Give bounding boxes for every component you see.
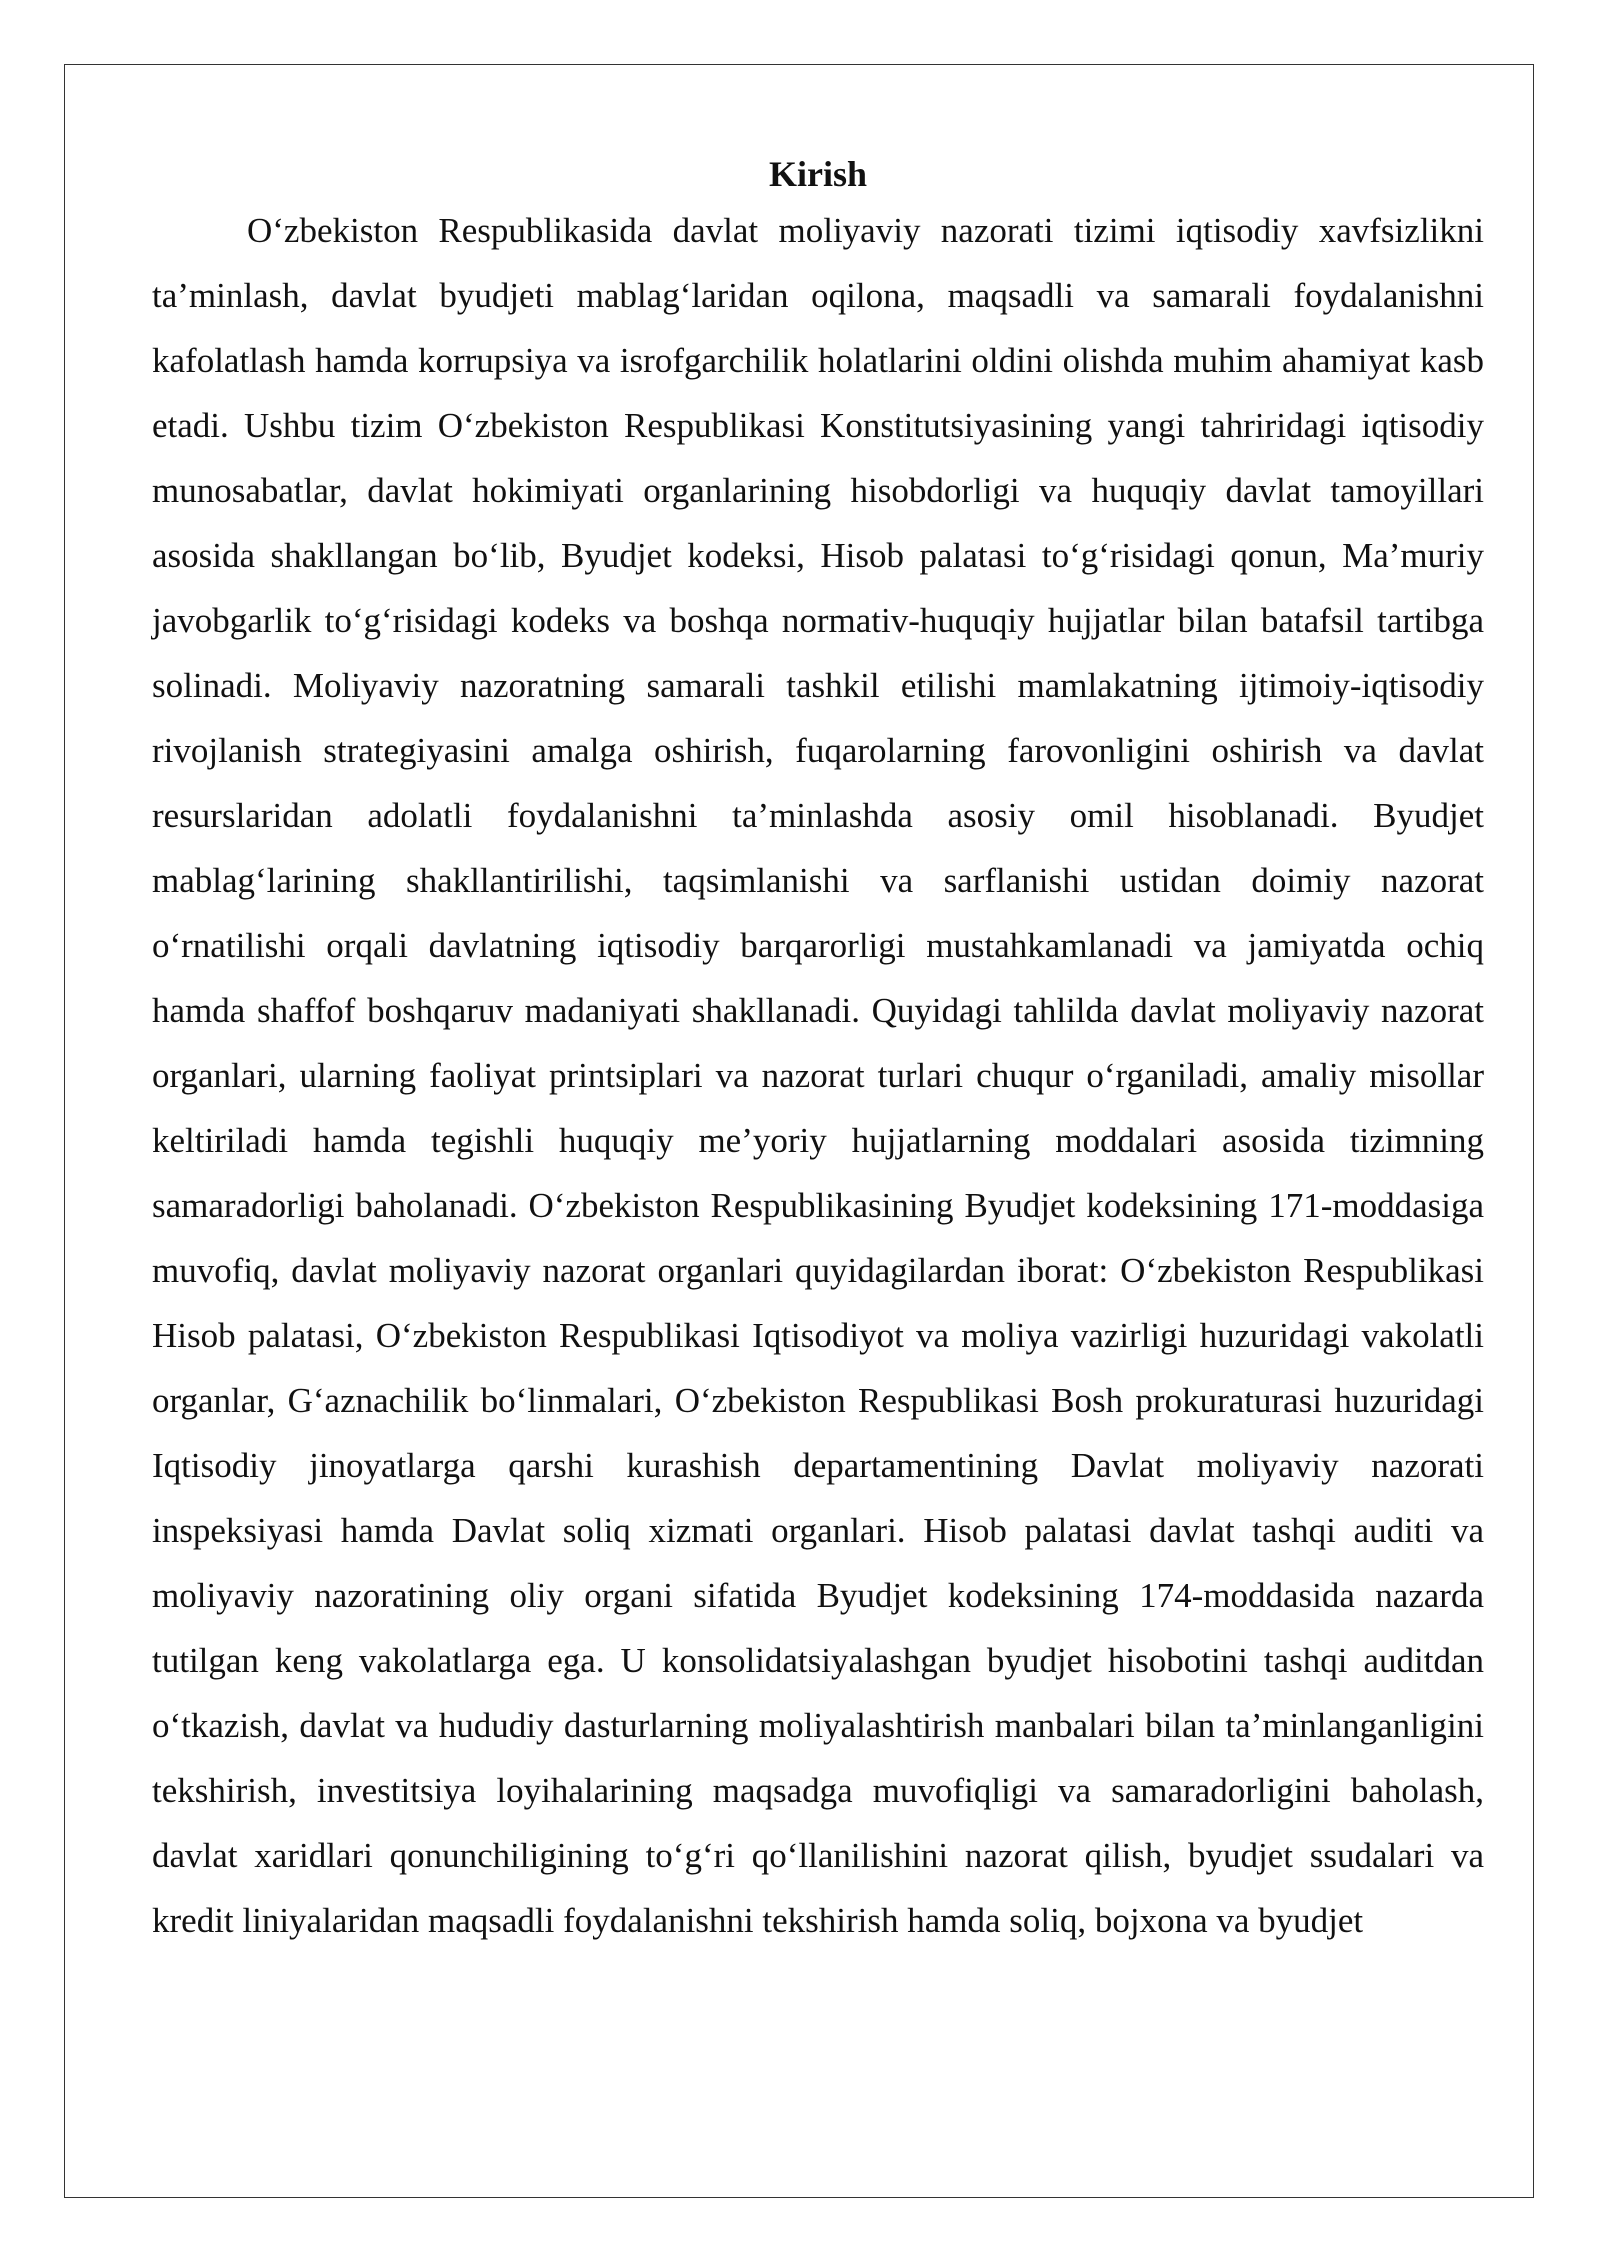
document-content [152, 150, 1484, 1953]
document-title: Kirish [768, 154, 867, 194]
body-paragraph: O‘zbekiston Respublikasida davlat moliyaviy nazorati tizimi iqtisodiy xavfsizlikni ta’minlash, davlat byudjeti mablag‘laridan oqilona, maqsadli va samarali foydalanishni kafolatlash hamda korrupsiya va isrofgarchilik holatlarini oldini olishda muhim ahamiyat kasb etadi. Ushbu tizim O‘zbekiston Respublikasi Konstitutsiyasining yangi tahriridagi iqtisodiy munosabatlar, davlat hokimiyati organlarining hisobdorligi va huquqiy davlat tamoyillari asosida shakllangan bo‘lib, Byudjet kodeksi, Hisob palatasi to‘g‘risidagi qonun, Ma’muriy javobgarlik to‘g‘risidagi kodeks va boshqa normativ-huquqiy hujjatlar bilan batafsil tartibga solinadi. Moliyaviy nazoratning samarali tashkil etilishi mamlakatning ijtimoiy-iqtisodiy rivojlanish strategiyasini amalga oshirish, fuqarolarning farovonligini oshirish va davlat resurslaridan adolatli foydalanishni ta’minlashda asosiy omil hisoblanadi. Byudjet mablag‘larining shakllantirilishi, taqsimlanishi va sarflanishi ustidan doimiy nazorat o‘rnatilishi orqali davlatning iqtisodiy barqarorligi mustahkamlanadi va jamiyatda ochiq hamda shaffof boshqaruv madaniyati shakllanadi. Quyidagi tahlilda davlat moliyaviy nazorat organlari, ularning faoliyat printsiplari va nazorat turlari chuqur o‘rganiladi, amaliy misollar keltiriladi hamda tegishli huquqiy me’yoriy hujjatlarning moddalari asosida tizimning samaradorligi baholanadi. O‘zbekiston Respublikasining Byudjet kodeksining 171-moddasiga muvofiq, davlat moliyaviy nazorat organlari quyidagilardan iborat: O‘zbekiston Respublikasi Hisob palatasi, O‘zbekiston Respublikasi Iqtisodiyot va moliya vazirligi huzuridagi vakolatli organlar, G‘aznachilik bo‘linmalari, O‘zbekiston Respublikasi Bosh prokuraturasi huzuridagi Iqtisodiy jinoyatlarga qarshi kurashish departamentining Davlat moliyaviy nazorati inspeksiyasi hamda Davlat soliq xizmati organlari. Hisob palatasi davlat tashqi auditi va moliyaviy nazoratining oliy organi sifatida Byudjet kodeksining 174-moddasida nazarda tutilgan keng vakolatlarga ega. U konsolidatsiyalashgan byudjet hisobotini tashqi auditdan o‘tkazish, davlat va hududiy dasturlarning moliyalashtirish manbalari bilan ta’minlanganligini tekshirish, investitsiya loyihalarining maqsadga muvofiqligi va samaradorligini baholash, davlat xaridlari qonunchiligining to‘g‘ri qo‘llanilishini nazorat qilish, byudjet ssudalari va kredit liniyalaridan maqsadli foydalanishni tekshirish hamda soliq, bojxona va byudjet [152, 211, 1484, 1940]
